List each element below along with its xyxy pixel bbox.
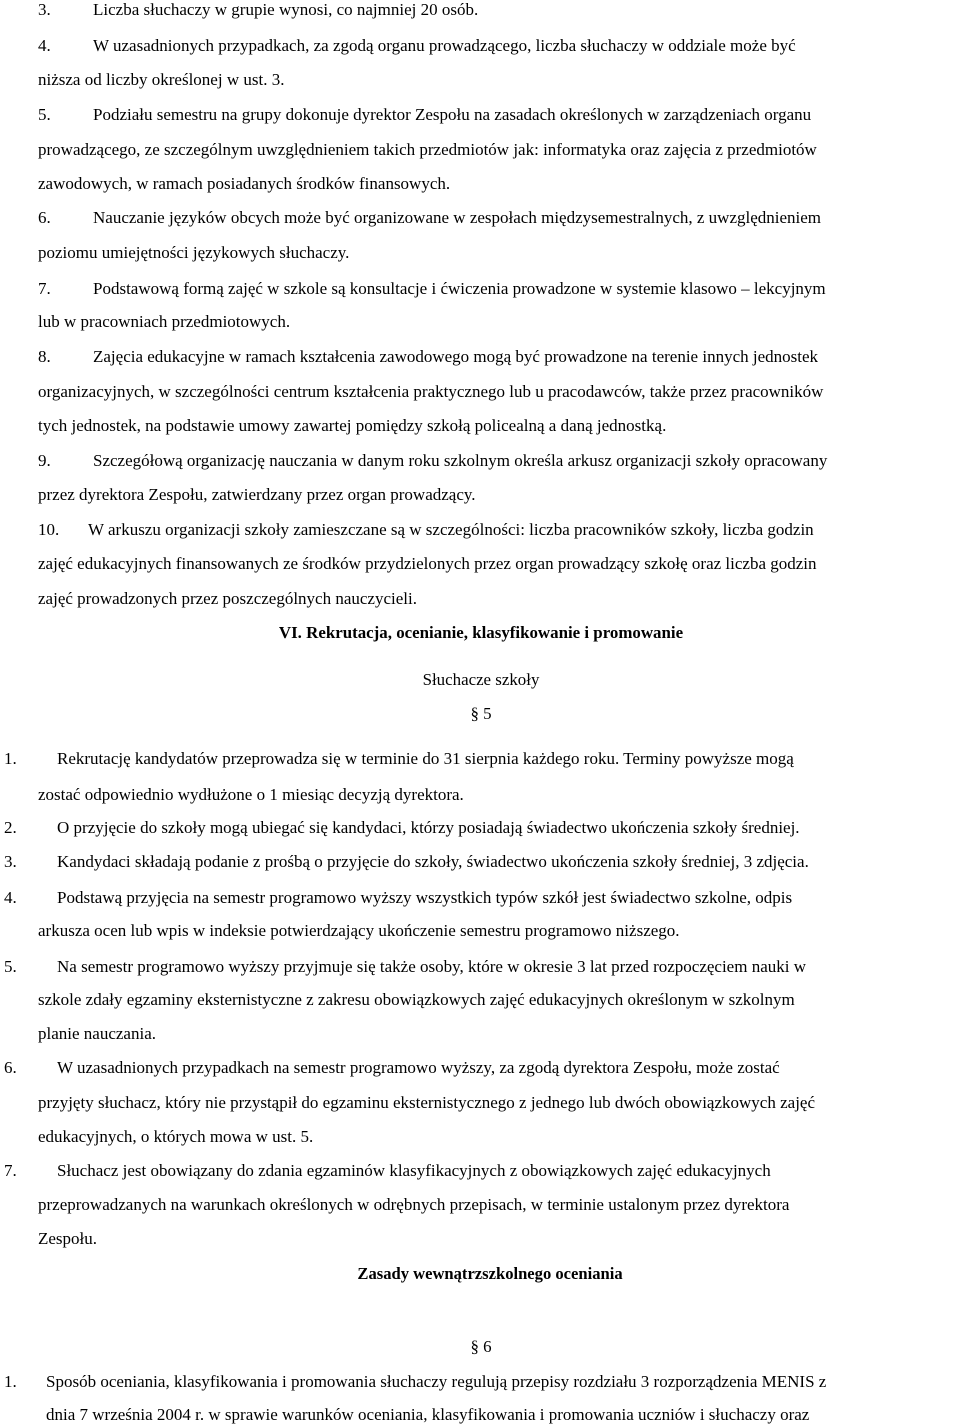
item-text: zostać odpowiednio wydłużone o 1 miesiąc decyzją dyrektora. bbox=[38, 785, 464, 804]
item-text: O przyjęcie do szkoły mogą ubiegać się kandydaci, którzy posiadają świadectwo ukończenia szkoły średniej. bbox=[57, 818, 800, 837]
paragraph-marker: § 5 bbox=[470, 704, 492, 723]
item-text: planie nauczania. bbox=[38, 1024, 156, 1043]
item-number: 4. bbox=[38, 36, 51, 55]
item-number: 8. bbox=[38, 347, 51, 366]
item-text: szkole zdały egzaminy eksternistyczne z zakresu obowiązkowych zajęć edukacyjnych określonym w szkolnym bbox=[38, 990, 795, 1009]
item-text: przez dyrektora Zespołu, zatwierdzany przez organ prowadzący. bbox=[38, 485, 476, 504]
item-text: Sposób oceniania, klasyfikowania i promowania słuchaczy regulują przepisy rozdziału 3 rozporządzenia MENIS z bbox=[46, 1372, 827, 1391]
item-text: arkusza ocen lub wpis w indeksie potwierdzający ukończenie semestru programowo niższego. bbox=[38, 921, 680, 940]
item-text: Nauczanie języków obcych może być organizowane w zespołach międzysemestralnych, z uwzględnieniem bbox=[93, 208, 822, 227]
item-text: edukacyjnych, o których mowa w ust. 5. bbox=[38, 1127, 314, 1146]
item-text: przyjęty słuchacz, który nie przystąpił do egzaminu eksternistycznego z jednego lub dwóch obowiązkowych zajęć bbox=[38, 1093, 816, 1112]
item-text: Na semestr programowo wyższy przyjmuje się także osoby, które w okresie 3 lat przed rozpoczęciem nauki w bbox=[57, 957, 806, 976]
paragraph-marker: § 6 bbox=[470, 1337, 492, 1356]
item-text: dnia 7 września 2004 r. w sprawie warunków oceniania, klasyfikowania i promowania uczniów i słuchaczy oraz bbox=[46, 1405, 810, 1424]
item-number: 1. bbox=[4, 1372, 17, 1391]
item-text: Kandydaci składają podanie z prośbą o przyjęcie do szkoły, świadectwo ukończenia szkoły średniej, 3 zdjęcia. bbox=[57, 852, 809, 871]
item-number: 5. bbox=[38, 105, 51, 124]
item-text: zajęć edukacyjnych finansowanych ze środków przydzielonych przez organ prowadzący szkołę oraz liczba godzin bbox=[38, 554, 817, 573]
item-text: zajęć prowadzonych przez poszczególnych nauczycieli. bbox=[38, 589, 417, 608]
item-number: 7. bbox=[38, 279, 51, 298]
item-text: Zajęcia edukacyjne w ramach kształcenia zawodowego mogą być prowadzone na terenie innych jednostek bbox=[93, 347, 819, 366]
item-number: 4. bbox=[4, 888, 17, 907]
item-text: Słuchacz jest obowiązany do zdania egzaminów klasyfikacyjnych z obowiązkowych zajęć edukacyjnych bbox=[57, 1161, 771, 1180]
item-text: organizacyjnych, w szczególności centrum kształcenia praktycznego lub u pracodawców, także przez pracowników bbox=[38, 382, 824, 401]
item-number: 1. bbox=[4, 749, 17, 768]
item-number: 5. bbox=[4, 957, 17, 976]
item-text: W arkuszu organizacji szkoły zamieszczane są w szczególności: liczba pracowników szkoły, liczba godzin bbox=[88, 520, 814, 539]
item-text: Podstawą przyjęcia na semestr programowo wyższy wszystkich typów szkół jest świadectwo szkolne, odpis bbox=[57, 888, 793, 907]
item-number: 2. bbox=[4, 818, 17, 837]
item-text: W uzasadnionych przypadkach na semestr programowo wyższy, za zgodą dyrektora Zespołu, może zostać bbox=[57, 1058, 780, 1077]
item-number: 3. bbox=[38, 0, 51, 19]
item-text: Podziału semestru na grupy dokonuje dyrektor Zespołu na zasadach określonych w zarządzeniach organu bbox=[93, 105, 812, 124]
item-text: prowadzącego, ze szczególnym uwzględnieniem takich przedmiotów jak: informatyka oraz zajęcia z przedmiotów bbox=[38, 140, 817, 159]
item-text: Podstawową formą zajęć w szkole są konsultacje i ćwiczenia prowadzone w systemie klasowo – lekcyjnym bbox=[93, 279, 826, 298]
item-text: poziomu umiejętności językowych słuchaczy. bbox=[38, 243, 350, 262]
item-number: 3. bbox=[4, 852, 17, 871]
item-number: 7. bbox=[4, 1161, 17, 1180]
item-text: zawodowych, w ramach posiadanych środków finansowych. bbox=[38, 174, 451, 193]
item-text: lub w pracowniach przedmiotowych. bbox=[38, 312, 291, 331]
item-number: 9. bbox=[38, 451, 51, 470]
item-text: W uzasadnionych przypadkach, za zgodą organu prowadzącego, liczba słuchaczy w oddziale może być bbox=[93, 36, 796, 55]
item-number: 6. bbox=[4, 1058, 17, 1077]
item-text: tych jednostek, na podstawie umowy zawartej pomiędzy szkołą policealną a daną jednostką. bbox=[38, 416, 667, 435]
item-text: Liczba słuchaczy w grupie wynosi, co najmniej 20 osób. bbox=[93, 0, 479, 19]
section-subheading: Słuchacze szkoły bbox=[422, 670, 540, 689]
item-text: przeprowadzanych na warunkach określonych w odrębnych przepisach, w terminie ustalonym przez dyrektora bbox=[38, 1195, 790, 1214]
chapter-heading: VI. Rekrutacja, ocenianie, klasyfikowanie i promowanie bbox=[278, 623, 684, 642]
item-text: Rekrutację kandydatów przeprowadza się w terminie do 31 sierpnia każdego roku. Terminy powyższe mogą bbox=[57, 749, 794, 768]
item-text: Szczegółową organizację nauczania w danym roku szkolnym określa arkusz organizacji szkoły opracowany bbox=[93, 451, 828, 470]
item-text: Zespołu. bbox=[38, 1229, 98, 1248]
item-number: 6. bbox=[38, 208, 51, 227]
grading-heading: Zasady wewnątrzszkolnego oceniania bbox=[357, 1264, 623, 1283]
item-text: niższa od liczby określonej w ust. 3. bbox=[38, 70, 285, 89]
item-number: 10. bbox=[38, 520, 60, 539]
